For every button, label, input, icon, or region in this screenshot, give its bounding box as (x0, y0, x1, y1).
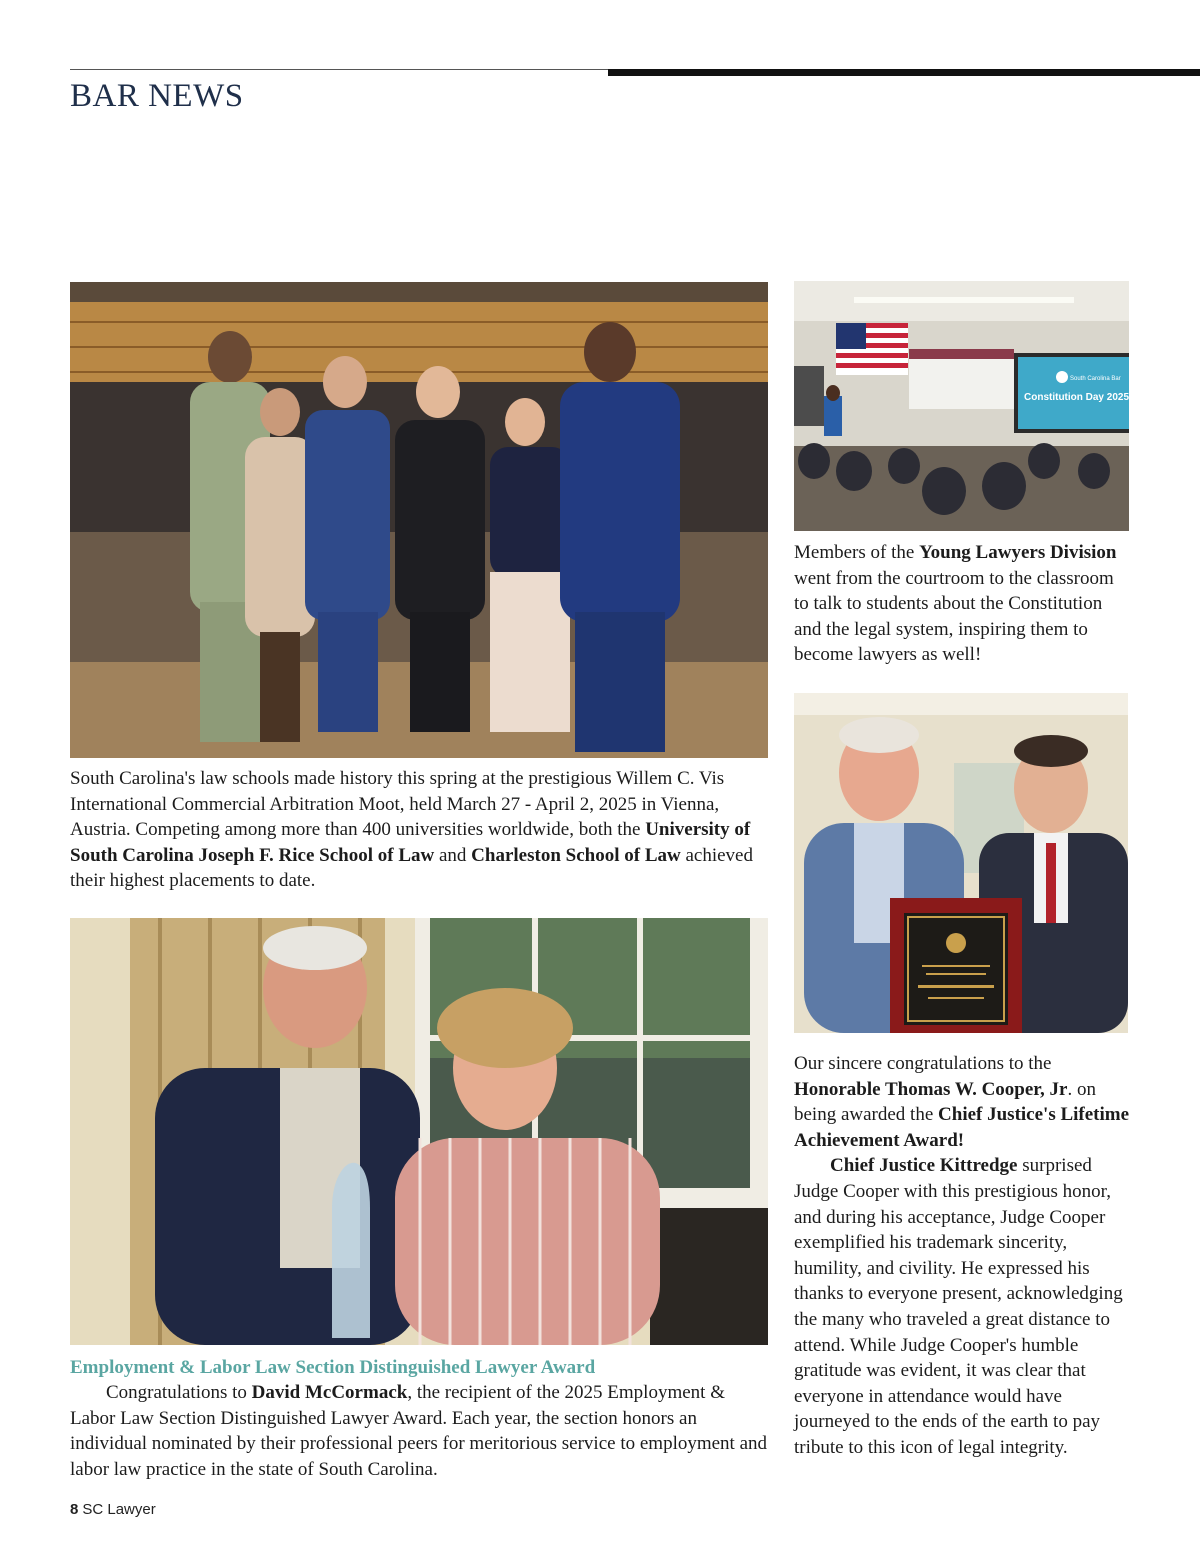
award-photo-icon (70, 918, 768, 1345)
award-photo-icon (794, 693, 1128, 1033)
vis-moot-caption (70, 766, 770, 894)
award-name: Chief Justice's Lifetime Achievement Award! (794, 1104, 1130, 1151)
recipient-name: David McCormack (251, 1382, 408, 1403)
employment-award-heading: Employment & Labor Law Section Distinguished Lawyer Award (70, 1357, 596, 1378)
school-name: University of South Carolina Joseph F. Rice School of Law (70, 819, 751, 866)
cooper-caption-paragraph (794, 1153, 1134, 1460)
section-title: BAR NEWS (70, 78, 244, 114)
caption-text: achieved their highest placements to date. (70, 844, 753, 892)
caption-text: Congratulations to (106, 1382, 252, 1403)
caption-text: and (434, 844, 472, 866)
employment-award-paragraph (70, 1380, 770, 1482)
division-name: Young Lawyers Division (919, 542, 1117, 563)
caption-text: went from the courtroom to the classroom to talk to students about the Constitution and the legal system, inspiring them to become lawyers as well! (794, 567, 1114, 666)
yld-caption (794, 540, 1129, 668)
constitution-day-photo (794, 281, 1129, 531)
publication-name: SC Lawyer (82, 1501, 156, 1518)
caption-text: Our sincere congratulations to the (794, 1053, 1052, 1074)
cooper-caption (794, 1051, 1134, 1461)
caption-text: . on being awarded the (794, 1078, 1096, 1126)
school-name: Charleston School of Law (471, 844, 681, 866)
caption-text: surprised Judge Cooper with this prestigious honor, and during his acceptance, Judge Cooper exemplified his trademark sincerity, humility, and civility. He expressed his thanks to everyone present, acknowledging the many who traveled a great distance to attend. While Judge Cooper's humble gratitude was evident, it was clear that everyone in attendance would have journeyed to the ends of the earth to pay tribute to this icon of legal integrity. (794, 1155, 1123, 1458)
caption-text: South Carolina's law schools made history this spring at the prestigious Willem C. Vis International Commercial Arbitration Moot, held March 27 - April 2, 2025 in Vienna, Austria. Competing among more than 400 universities worldwide, both the (70, 768, 725, 841)
screen-title-text: Constitution Day 2025 (1024, 392, 1129, 403)
classroom-photo-icon (794, 281, 1129, 531)
group-photo-icon (70, 282, 768, 758)
chief-justice-name: Chief Justice Kittredge (830, 1155, 1018, 1177)
header-rule-thick (608, 69, 1200, 76)
screen-logo-text: South Carolina Bar (1070, 376, 1121, 382)
mccormack-award-photo (70, 918, 768, 1345)
caption-text: Members of the (794, 542, 920, 563)
page-number: 8 (70, 1501, 79, 1518)
vis-moot-group-photo (70, 282, 768, 758)
employment-award-caption (70, 1380, 770, 1482)
honoree-name: Honorable Thomas W. Cooper, Jr (794, 1078, 1068, 1100)
page-footer (70, 1501, 156, 1518)
cooper-award-photo (794, 693, 1128, 1033)
header-rule-thin (70, 69, 610, 70)
caption-text: , the recipient of the 2025 Employment & Labor Law Section Distinguished Lawyer Award. Each year, the section honors an individual nominated by their professional peers for meritorious service to employment and labor law practice in the state of South Carolina. (70, 1382, 768, 1480)
